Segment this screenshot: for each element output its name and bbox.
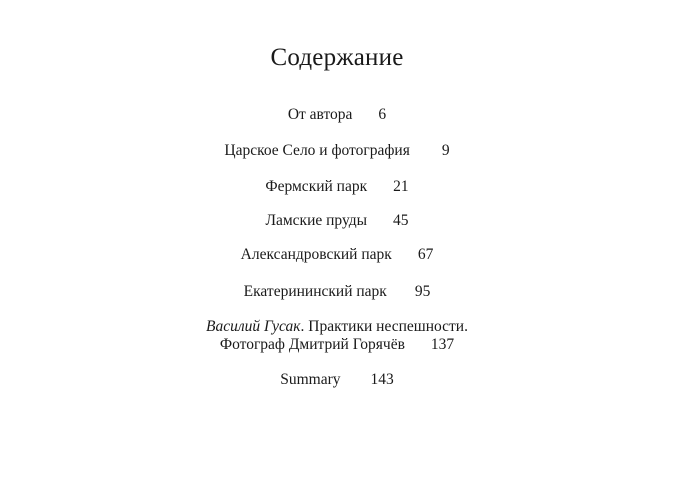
toc-entry-label: Summary xyxy=(280,371,341,388)
toc-entry-label: От автора xyxy=(287,106,353,123)
toc-entry-page: 21 xyxy=(393,178,409,195)
toc-entry-page: 143 xyxy=(370,371,394,388)
toc-entry-page: 45 xyxy=(393,212,409,229)
toc-entry-ekaterininsky-park xyxy=(0,282,674,301)
page-title: Содержание xyxy=(270,44,404,71)
toc-entry-lamskie-prudy xyxy=(0,211,674,230)
toc-entry-fermsky-park xyxy=(0,177,674,196)
toc-entry-label: Фотограф Дмитрий Горячёв xyxy=(219,336,405,353)
toc-entry-gusak-line2 xyxy=(0,335,674,354)
toc-entry-page: 67 xyxy=(417,246,434,263)
toc-entry-alexandrovsky-park xyxy=(0,245,674,264)
toc-entry-from-author xyxy=(0,105,674,124)
toc-entry-page: 95 xyxy=(414,283,431,300)
toc-entry-page: 137 xyxy=(430,336,455,353)
toc-entry-label: Екатерининский парк xyxy=(243,283,387,300)
toc-entry-page: 9 xyxy=(441,142,450,159)
toc-entry-label: Царское Село и фотография xyxy=(224,142,410,159)
toc-entry-label: Александровский парк xyxy=(240,246,392,263)
toc-entry-gusak-line1 xyxy=(0,317,674,336)
toc-entry-label: Фермский парк xyxy=(265,178,368,195)
toc-entry-tsarskoe-selo xyxy=(0,141,674,160)
toc-entry-label: . Практики неспешности. xyxy=(300,318,468,335)
toc-entry-page: 6 xyxy=(378,106,387,123)
toc-entry-author: Василий Гусак xyxy=(206,318,301,335)
toc-entry-summary xyxy=(0,370,674,389)
toc-entry-label: Ламские пруды xyxy=(265,212,368,229)
